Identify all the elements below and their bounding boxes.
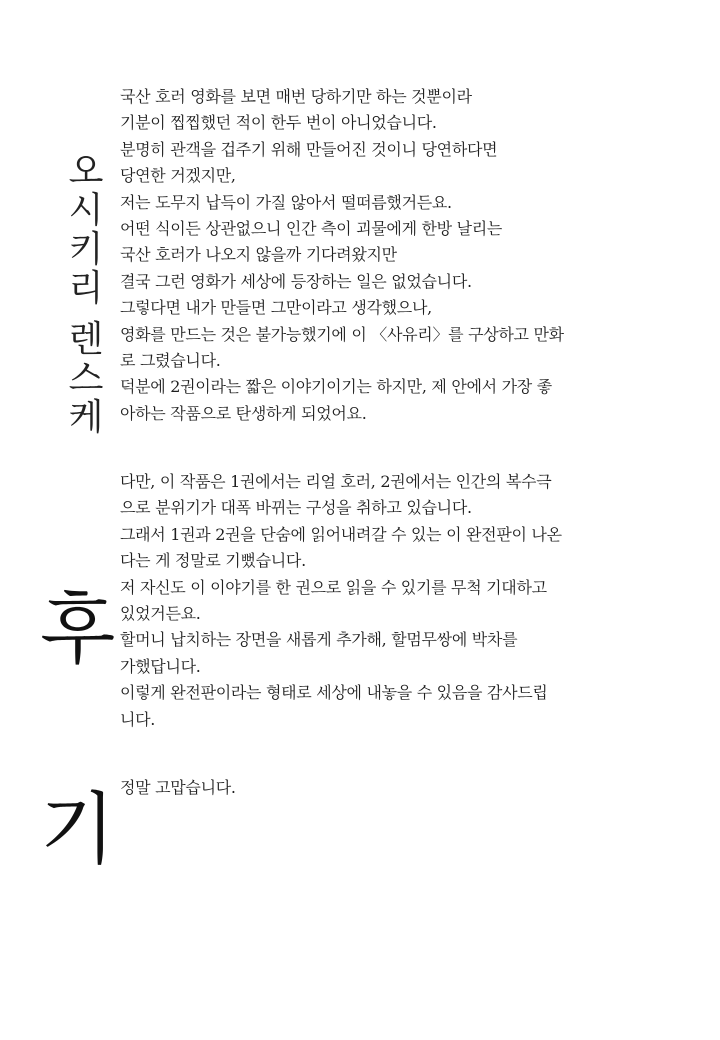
text-line: 그래서 1권과 2권을 단숨에 읽어내려갈 수 있는 이 완전판이 나온 [120, 524, 562, 544]
author-name-vertical [62, 152, 110, 437]
author-char: 리 [68, 268, 104, 309]
text-line: 아하는 작품으로 탄생하게 되었어요. [120, 403, 367, 423]
text-line: 분명히 관객을 겁주기 위해 만들어진 것이니 당연하다면 [120, 139, 498, 159]
text-line: 있었거든요. [120, 604, 201, 624]
text-line: 영화를 만드는 것은 불가능했기에 이 〈사유리〉를 구상하고 만화 [120, 324, 564, 344]
text-line: 어떤 식이든 상관없으니 인간 측이 괴물에게 한방 날리는 [120, 218, 503, 238]
afterword-body [120, 84, 680, 801]
text-line: 결국 그런 영화가 세상에 등장하는 일은 없었습니다. [120, 271, 472, 291]
text-line: 으로 분위기가 대폭 바뀌는 구성을 취하고 있습니다. [120, 498, 472, 518]
author-char: 케 [68, 397, 104, 438]
author-char: 스 [68, 358, 104, 399]
title-char-hu: 후 [40, 585, 116, 675]
text-line: 다만, 이 작품은 1권에서는 리얼 호러, 2권에서는 인간의 복수극 [120, 472, 552, 492]
paragraph [120, 469, 680, 733]
text-line: 정말 고맙습니다. [120, 777, 236, 797]
text-line: 다는 게 정말로 기뻤습니다. [120, 551, 306, 571]
paragraph [120, 84, 680, 427]
text-line: 니다. [120, 709, 156, 729]
text-line: 당연한 거겠지만, [120, 166, 236, 186]
text-line: 기분이 찝찝했던 적이 한두 번이 아니었습니다. [120, 113, 437, 133]
text-line: 로 그렸습니다. [120, 350, 221, 370]
text-line: 저 자신도 이 이야기를 한 권으로 읽을 수 있기를 무척 기대하고 [120, 577, 547, 597]
paragraph [120, 775, 680, 801]
author-char: 시 [68, 190, 104, 231]
author-char: 렌 [68, 319, 104, 360]
text-line: 국산 호러가 나오지 않을까 기다려왔지만 [120, 245, 397, 265]
text-line: 할머니 납치하는 장면을 새롭게 추가해, 할멈무쌍에 박차를 [120, 630, 518, 650]
author-char: 키 [68, 229, 104, 270]
author-char: 오 [68, 151, 104, 192]
text-line: 그렇다면 내가 만들면 그만이라고 생각했으나, [120, 298, 432, 318]
text-line: 가했답니다. [120, 656, 201, 676]
text-line: 저는 도무지 납득이 가질 않아서 떨떠름했거든요. [120, 192, 452, 212]
title-char-gi: 기 [40, 785, 116, 875]
text-line: 국산 호러 영화를 보면 매번 당하기만 하는 것뿐이라 [120, 87, 472, 106]
text-line: 덕분에 2권이라는 짧은 이야기이기는 하지만, 제 안에서 가장 좋 [120, 377, 552, 397]
text-line: 이렇게 완전판이라는 형태로 세상에 내놓을 수 있음을 감사드립 [120, 683, 548, 703]
